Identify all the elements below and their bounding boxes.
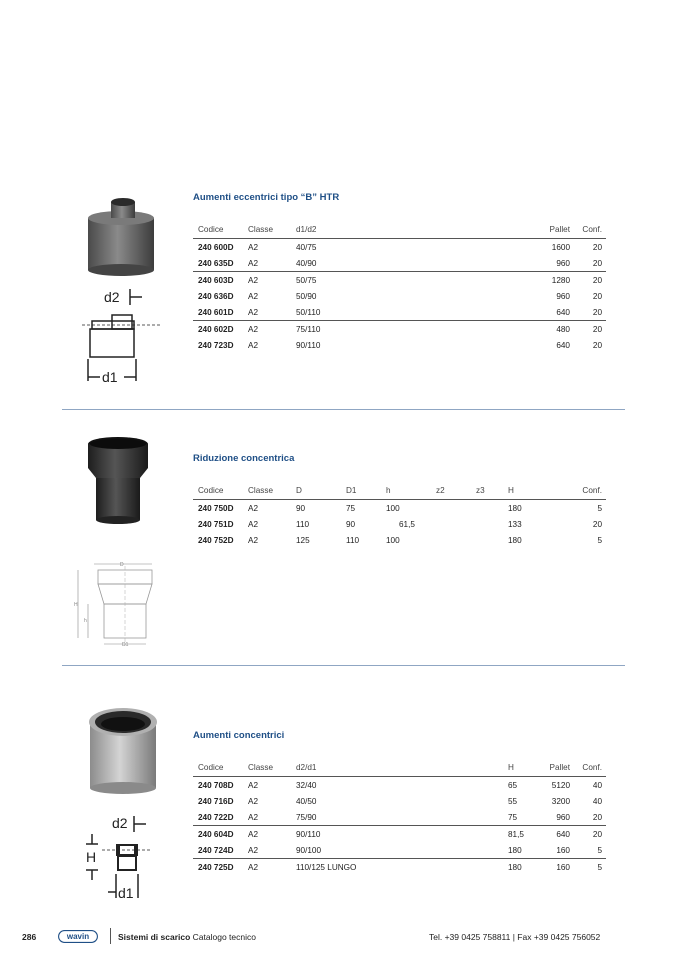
cell: 180 xyxy=(508,503,522,513)
col-header: H xyxy=(508,485,514,495)
section-divider xyxy=(62,409,625,410)
section-title-concentric-increaser: Aumenti concentrici xyxy=(193,730,285,741)
table-row xyxy=(193,337,606,353)
col-header: Codice xyxy=(198,485,224,495)
catalog-title-bold: Sistemi di scarico xyxy=(118,932,191,942)
cell xyxy=(471,532,503,548)
cell-code: 240 724D xyxy=(198,845,234,855)
cell: A2 xyxy=(248,258,259,268)
cell: A2 xyxy=(248,829,259,839)
cell: 180 xyxy=(508,535,522,545)
col-header: Conf. xyxy=(582,485,602,495)
col-header: Classe xyxy=(248,485,274,495)
cell: 20 xyxy=(592,340,602,350)
product-image-concentric-increaser xyxy=(82,700,162,796)
table-row xyxy=(193,777,606,794)
cell: 20 xyxy=(592,291,602,301)
label-d1: d1 xyxy=(102,369,118,385)
cell: 50/90 xyxy=(296,291,317,301)
table-row xyxy=(193,288,606,304)
cell-code: 240 722D xyxy=(198,812,234,822)
cell-code: 240 752D xyxy=(198,535,234,545)
technical-drawing-concentric-reduction xyxy=(72,560,162,650)
wavin-logo xyxy=(58,930,98,943)
cell: 50/110 xyxy=(296,307,321,317)
cell-code: 240 604D xyxy=(198,829,234,839)
cell: A2 xyxy=(248,796,259,806)
col-header: Classe xyxy=(248,224,274,234)
label-d2: d2 xyxy=(112,815,128,831)
cell: 20 xyxy=(592,812,602,822)
cell: 55 xyxy=(508,796,518,806)
cell: 160 xyxy=(556,845,570,855)
cell: 5120 xyxy=(551,780,570,790)
cell: 180 xyxy=(508,862,522,872)
cell: 20 xyxy=(592,242,602,252)
cell: 5 xyxy=(597,535,602,545)
cell-code: 240 750D xyxy=(198,503,234,513)
cell: 90 xyxy=(296,503,306,513)
cell: A2 xyxy=(248,291,259,301)
cell: 110/125 LUNGO xyxy=(296,862,357,872)
table-row xyxy=(193,842,606,859)
cell: 20 xyxy=(592,275,602,285)
cell: 20 xyxy=(592,519,602,529)
cell: 20 xyxy=(592,829,602,839)
cell: 75/110 xyxy=(296,324,321,334)
spec-table-eccentric xyxy=(193,220,606,353)
cell: A2 xyxy=(248,812,259,822)
cell: 133 xyxy=(508,519,522,529)
cell: 40/50 xyxy=(296,796,317,806)
cell: 110 xyxy=(296,519,310,529)
cell xyxy=(431,532,471,548)
cell: 1600 xyxy=(551,242,570,252)
table-row xyxy=(193,304,606,321)
cell: 640 xyxy=(556,829,570,839)
col-header: H xyxy=(508,762,514,772)
product-image-eccentric xyxy=(82,196,162,280)
col-header: Pallet xyxy=(549,224,570,234)
table-row xyxy=(193,826,606,843)
cell: 180 xyxy=(508,845,522,855)
cell: 40/90 xyxy=(296,258,317,268)
label-H: H xyxy=(74,602,78,608)
cell: 20 xyxy=(592,307,602,317)
cell: 160 xyxy=(556,862,570,872)
catalog-title-rest: Catalogo tecnico xyxy=(190,932,256,942)
table-row xyxy=(193,809,606,826)
col-header: d1/d2 xyxy=(296,224,317,234)
cell-code: 240 602D xyxy=(198,324,234,334)
col-header: Codice xyxy=(198,224,224,234)
cell: 90/110 xyxy=(296,340,321,350)
cell: 110 xyxy=(346,535,360,545)
section-title-concentric-reduction: Riduzione concentrica xyxy=(193,453,295,464)
cell: 20 xyxy=(592,324,602,334)
cell-code: 240 601D xyxy=(198,307,234,317)
cell: 480 xyxy=(556,324,570,334)
col-header: d2/d1 xyxy=(296,762,317,772)
cell xyxy=(431,516,471,532)
spec-table-concentric-reduction xyxy=(193,481,606,548)
cell: 75 xyxy=(346,503,356,513)
table-row xyxy=(193,859,606,876)
cell: 40 xyxy=(592,796,602,806)
cell xyxy=(431,500,471,517)
cell: A2 xyxy=(248,340,259,350)
cell: 90/110 xyxy=(296,829,321,839)
section-title-eccentric: Aumenti eccentrici tipo “B” HTR xyxy=(193,192,340,203)
table-header-row xyxy=(193,481,606,500)
col-header: D xyxy=(296,485,302,495)
cell-code: 240 751D xyxy=(198,519,234,529)
cell: 90/100 xyxy=(296,845,322,855)
table-row xyxy=(193,255,606,272)
cell-code: 240 635D xyxy=(198,258,234,268)
col-header: z2 xyxy=(436,485,445,495)
cell: 65 xyxy=(508,780,518,790)
col-header: D1 xyxy=(346,485,357,495)
cell: 5 xyxy=(597,845,602,855)
table-row xyxy=(193,516,606,532)
cell: 3200 xyxy=(551,796,570,806)
cell: A2 xyxy=(248,862,259,872)
cell-code: 240 636D xyxy=(198,291,234,301)
cell: 90 xyxy=(346,519,356,529)
cell: 32/40 xyxy=(296,780,317,790)
cell xyxy=(471,500,503,517)
cell: A2 xyxy=(248,503,259,513)
cell-code: 240 716D xyxy=(198,796,234,806)
label-d2: d2 xyxy=(104,289,120,305)
table-row xyxy=(193,272,606,289)
table-row xyxy=(193,793,606,809)
cell: 100 xyxy=(386,535,400,545)
cell-code: 240 725D xyxy=(198,862,234,872)
label-D1: D1 xyxy=(122,642,129,648)
technical-drawing-concentric-increaser xyxy=(82,812,172,902)
cell: 40 xyxy=(592,780,602,790)
col-header: Classe xyxy=(248,762,274,772)
label-D: D xyxy=(120,562,124,568)
cell: 100 xyxy=(386,503,400,513)
cell: 61,5 xyxy=(399,519,415,529)
label-d1: d1 xyxy=(118,885,134,901)
cell: A2 xyxy=(248,519,259,529)
logo-text: wavin xyxy=(66,932,90,942)
cell: A2 xyxy=(248,845,259,855)
col-header: h xyxy=(386,485,391,495)
table-header-row xyxy=(193,758,606,777)
cell: 960 xyxy=(556,812,570,822)
spec-table-concentric-increaser xyxy=(193,758,606,875)
cell: 40/75 xyxy=(296,242,317,252)
cell: 960 xyxy=(556,258,570,268)
footer-divider xyxy=(110,928,111,944)
col-header: Pallet xyxy=(549,762,570,772)
cell: A2 xyxy=(248,307,259,317)
cell: 20 xyxy=(592,258,602,268)
cell-code: 240 600D xyxy=(198,242,234,252)
label-H: H xyxy=(86,849,97,865)
col-header: z3 xyxy=(476,485,485,495)
cell: 81,5 xyxy=(508,829,524,839)
table-row xyxy=(193,239,606,256)
cell: 5 xyxy=(597,503,602,513)
product-image-concentric-reduction xyxy=(82,434,162,526)
cell: 75/90 xyxy=(296,812,317,822)
cell: 75 xyxy=(508,812,518,822)
cell: A2 xyxy=(248,780,259,790)
cell: 640 xyxy=(556,340,570,350)
col-header: Conf. xyxy=(582,224,602,234)
label-h: h xyxy=(84,618,87,624)
technical-drawing-eccentric xyxy=(82,285,172,385)
cell xyxy=(471,516,503,532)
cell: A2 xyxy=(248,535,259,545)
cell: 1280 xyxy=(551,275,570,285)
cell: A2 xyxy=(248,242,259,252)
page-number: 286 xyxy=(22,932,37,942)
cell: A2 xyxy=(248,275,259,285)
cell-code: 240 708D xyxy=(198,780,234,790)
cell: 125 xyxy=(296,535,310,545)
cell-code: 240 723D xyxy=(198,340,234,350)
cell: 5 xyxy=(597,862,602,872)
table-header-row xyxy=(193,220,606,239)
col-header: Conf. xyxy=(582,762,602,772)
table-row xyxy=(193,532,606,548)
section-divider xyxy=(62,665,625,666)
col-header: Codice xyxy=(198,762,224,772)
contact-info: Tel. +39 0425 758811 | Fax +39 0425 756052 xyxy=(429,932,601,942)
cell: 50/75 xyxy=(296,275,317,285)
cell: 640 xyxy=(556,307,570,317)
cell: A2 xyxy=(248,324,259,334)
cell: 960 xyxy=(556,291,570,301)
table-row xyxy=(193,500,606,517)
cell-code: 240 603D xyxy=(198,275,234,285)
catalog-title xyxy=(118,932,256,942)
table-row xyxy=(193,321,606,338)
